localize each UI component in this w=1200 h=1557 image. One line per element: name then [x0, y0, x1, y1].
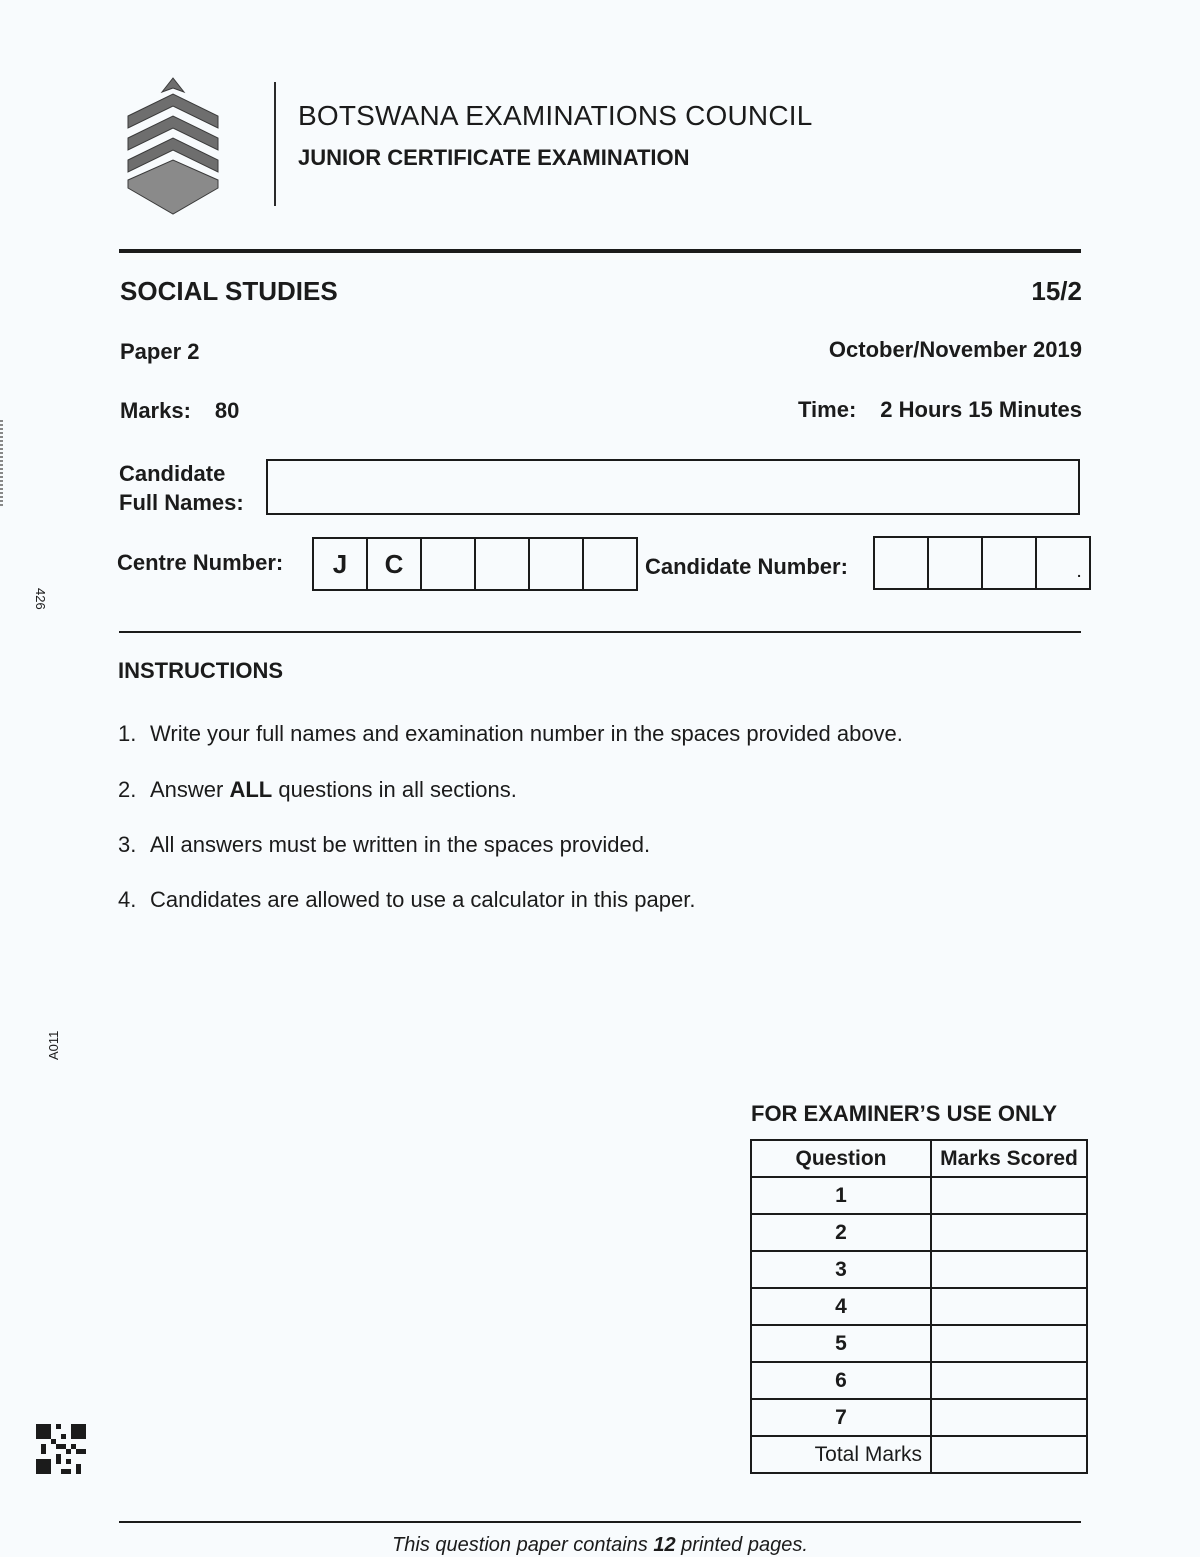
candidate-number-box[interactable]: [983, 538, 1037, 588]
instruction-number: 4.: [118, 887, 137, 912]
instruction-number: 3.: [118, 832, 137, 857]
instruction-item: [118, 777, 517, 803]
instruction-text: Answer: [150, 777, 230, 802]
question-number: 7: [751, 1399, 931, 1436]
instructions-title: INSTRUCTIONS: [118, 658, 283, 683]
instruction-number: 1.: [118, 721, 137, 746]
candidate-names-field[interactable]: [266, 459, 1080, 515]
total-row: [751, 1436, 1087, 1473]
question-number: 4: [751, 1288, 931, 1325]
time-value: 2 Hours 15 Minutes: [880, 397, 1082, 422]
instruction-text: All answers must be written in the spaces provided.: [150, 832, 651, 857]
marks-column-header: Marks Scored: [931, 1140, 1087, 1177]
marks-cell[interactable]: [931, 1177, 1087, 1214]
candidate-number-label: Candidate Number:: [645, 554, 848, 579]
time-label: Time:: [798, 397, 857, 422]
question-number: 6: [751, 1362, 931, 1399]
instruction-text: questions in all sections.: [272, 777, 517, 802]
qr-code-icon: [36, 1424, 86, 1474]
centre-number-label: Centre Number:: [117, 550, 284, 575]
table-row: [751, 1251, 1087, 1288]
paper-number: Paper 2: [120, 339, 200, 364]
candidate-number-box[interactable]: [929, 538, 983, 588]
side-code-bottom: A011: [46, 1030, 61, 1060]
instruction-text: Candidates are allowed to use a calculator in this paper.: [150, 887, 696, 912]
marks-cell[interactable]: [931, 1325, 1087, 1362]
table-row: [751, 1399, 1087, 1436]
header-rule: [119, 249, 1081, 253]
paper-code: 15/2: [1031, 276, 1082, 306]
examiner-score-table: [750, 1139, 1088, 1474]
candidate-number-field[interactable]: [873, 536, 1091, 590]
instruction-item: [118, 721, 903, 747]
question-number: 2: [751, 1214, 931, 1251]
question-number: 3: [751, 1251, 931, 1288]
marks-cell[interactable]: [931, 1288, 1087, 1325]
table-row: [751, 1177, 1087, 1214]
centre-number-box[interactable]: [422, 539, 476, 589]
examiner-use-title: FOR EXAMINER’S USE ONLY: [751, 1101, 1058, 1126]
marks-label: Marks:: [120, 398, 191, 423]
centre-number-box[interactable]: J: [314, 539, 368, 589]
organisation-name: BOTSWANA EXAMINATIONS COUNCIL: [298, 100, 813, 131]
candidate-number-box[interactable]: .: [1077, 564, 1081, 580]
header-divider: [274, 82, 276, 206]
page-count-note: [0, 1534, 1200, 1557]
table-header-row: [751, 1140, 1087, 1177]
instruction-item: [118, 887, 695, 913]
centre-number-field[interactable]: [312, 537, 638, 591]
question-number: 1: [751, 1177, 931, 1214]
footer-rule: [119, 1521, 1081, 1523]
footer-text: printed pages.: [675, 1534, 808, 1556]
total-marks-cell[interactable]: [931, 1436, 1087, 1473]
centre-number-box[interactable]: [530, 539, 584, 589]
marks-cell[interactable]: [931, 1362, 1087, 1399]
table-row: [751, 1214, 1087, 1251]
examination-title: JUNIOR CERTIFICATE EXAMINATION: [298, 145, 690, 170]
subject-title: SOCIAL STUDIES: [120, 276, 338, 306]
bec-logo: [124, 76, 222, 216]
table-row: [751, 1362, 1087, 1399]
time-allowed: [798, 397, 1082, 423]
marks-cell[interactable]: [931, 1399, 1087, 1436]
page-count: 12: [653, 1534, 676, 1556]
instruction-text: Write your full names and examination number in the spaces provided above.: [150, 721, 903, 746]
candidate-names-label-line1: Candidate: [119, 461, 226, 486]
instruction-number: 2.: [118, 777, 137, 802]
candidate-names-label-line2: Full Names:: [119, 490, 244, 515]
side-code-top: 426: [33, 588, 48, 610]
scan-margin-mark: [0, 420, 3, 506]
instruction-emphasis: ALL: [229, 777, 273, 802]
table-row: [751, 1288, 1087, 1325]
centre-number-box[interactable]: C: [368, 539, 422, 589]
centre-number-box[interactable]: [584, 539, 636, 589]
question-column-header: Question: [751, 1140, 931, 1177]
marks-cell[interactable]: [931, 1251, 1087, 1288]
exam-session: October/November 2019: [828, 337, 1082, 362]
section-rule: [119, 631, 1081, 633]
candidate-number-box[interactable]: [875, 538, 929, 588]
marks-cell[interactable]: [931, 1214, 1087, 1251]
total-marks: [120, 398, 239, 424]
instruction-item: [118, 832, 650, 858]
marks-value: 80: [214, 398, 240, 423]
table-row: [751, 1325, 1087, 1362]
footer-text: This question paper contains: [392, 1534, 654, 1556]
candidate-names-label: [119, 459, 244, 517]
total-marks-label: Total Marks: [751, 1436, 931, 1473]
centre-number-box[interactable]: [476, 539, 530, 589]
question-number: 5: [751, 1325, 931, 1362]
